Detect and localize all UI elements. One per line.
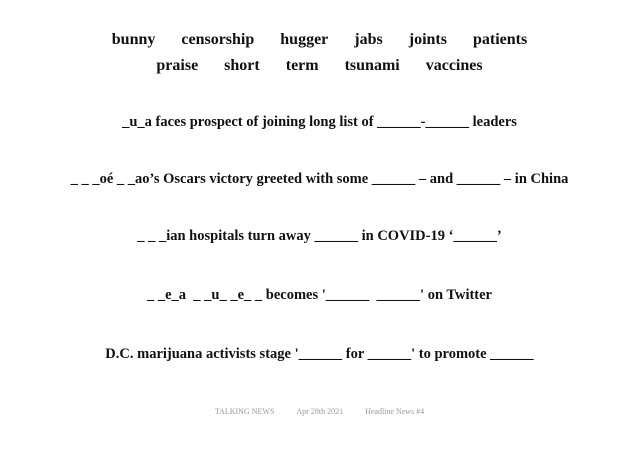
headline-4: _ _e_a _ _u_ _e_ _ becomes '______ ______' on Twitter [146,287,492,303]
word-bank-item: hugger [280,31,329,48]
headline-2: _ _ _oé _ _ao’s Oscars victory greeted with some ______ – and ______ – in China [70,171,569,187]
word-bank-item: bunny [111,31,156,48]
word-bank-item: term [285,57,319,74]
word-bank-item: vaccines [425,57,483,74]
footer-brand: TALKING NEWS [214,407,275,416]
headline-3: _ _ _ian hospitals turn away ______ in COVID-19 ‘______’ [137,228,502,244]
word-bank-item: tsunami [344,57,400,74]
word-bank-item: patients [472,31,528,48]
headline-5: D.C. marijuana activists stage '______ for ______' to promote ______ [105,346,534,362]
word-bank-item: praise [156,57,199,74]
word-bank-row-1 [0,30,639,50]
footer-date: Apr 28th 2021 [296,407,344,416]
headline-1: _u_a faces prospect of joining long list of ______-______ leaders [122,114,517,130]
word-bank-row-2 [0,56,639,76]
word-bank-item: jabs [354,31,383,48]
word-bank-item: short [224,57,260,74]
word-bank-item: joints [408,31,447,48]
footer [0,407,639,417]
word-bank-item: censorship [181,31,255,48]
footer-issue: Headline News #4 [365,407,425,416]
